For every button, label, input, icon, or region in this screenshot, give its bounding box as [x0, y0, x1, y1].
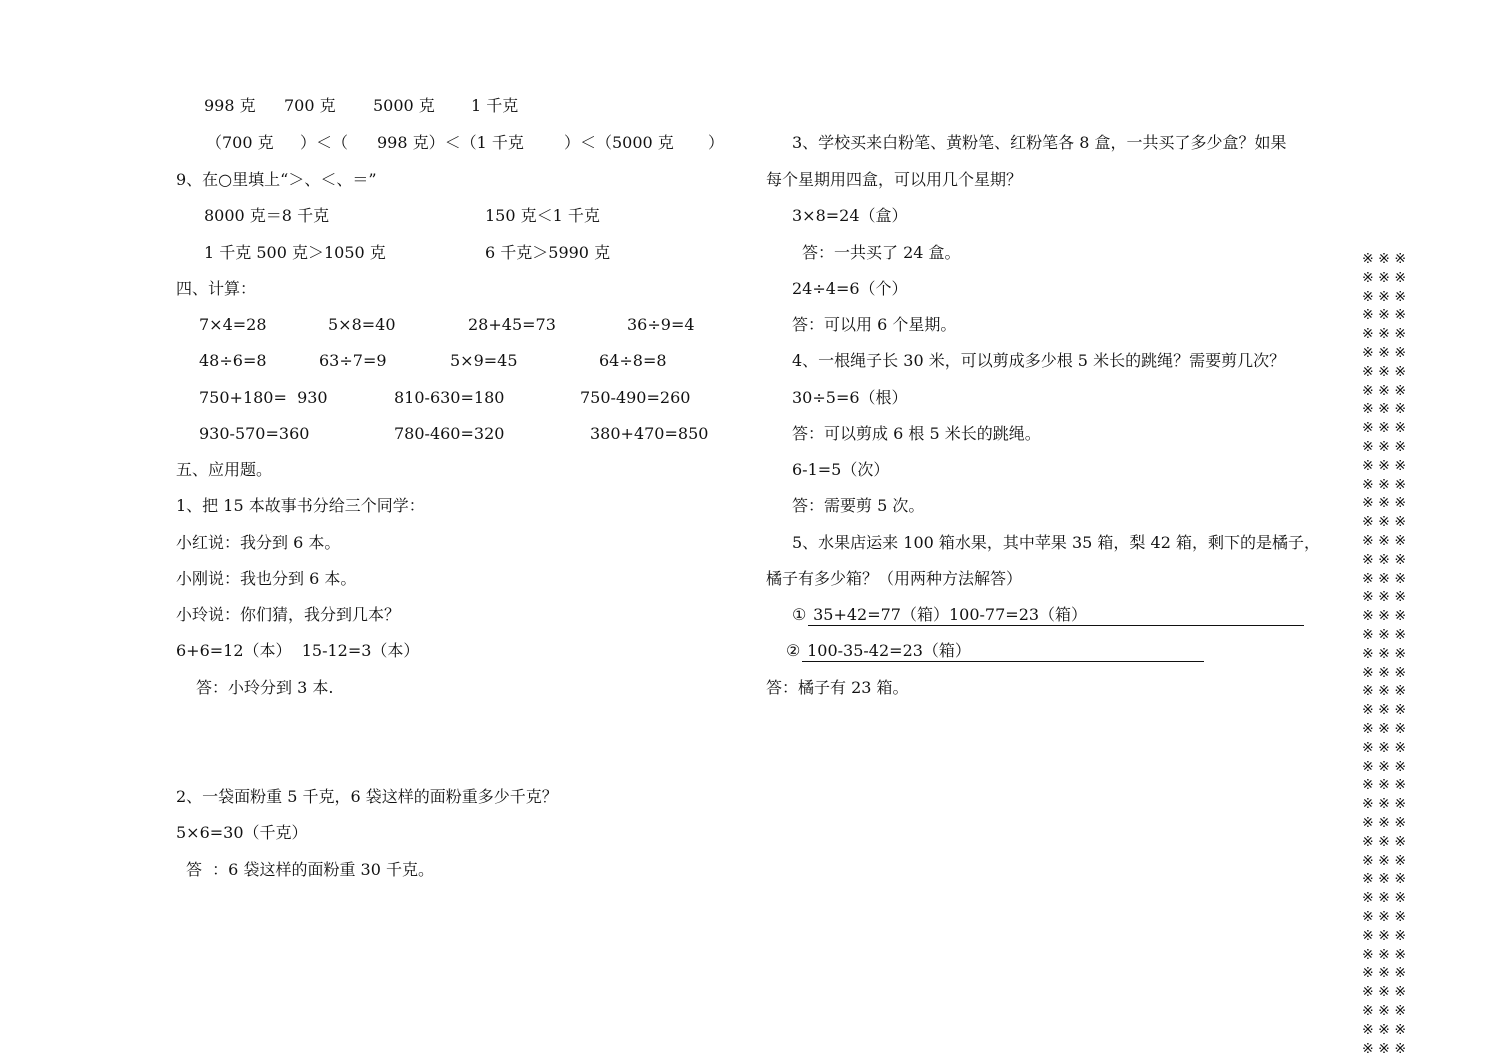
border-row: ※ ※ ※ [1362, 758, 1407, 775]
method-2-mark: ② [786, 641, 801, 660]
calc-item: 380+470=850 [590, 424, 709, 443]
border-row: ※ ※ ※ [1362, 439, 1407, 455]
method-1-answer-line [808, 605, 1304, 626]
problem-4-calc: 30÷5=6（根） [792, 388, 908, 407]
border-row: ※ ※ ※ [1362, 382, 1407, 399]
calc-item: 750+180= 930 [199, 388, 328, 407]
decorative-border-strip [1362, 250, 1442, 1057]
border-row: ※ ※ ※ [1362, 852, 1407, 869]
border-row: ※ ※ ※ [1362, 890, 1407, 907]
calc-item: 5×9=45 [450, 351, 518, 370]
border-row: ※ ※ ※ [1362, 420, 1407, 437]
border-row: ※ ※ ※ [1362, 363, 1407, 380]
border-row: ※ ※ ※ [1362, 457, 1407, 474]
border-row: ※ ※ ※ [1362, 627, 1407, 643]
calc-item: 63÷7=9 [319, 351, 387, 370]
border-row: ※ ※ ※ [1362, 909, 1407, 925]
problem-1-line: 小刚说：我也分到 6 本。 [176, 569, 357, 588]
problem-1-question: 1、把 15 本故事书分给三个同学： [176, 496, 425, 515]
border-row: ※ ※ ※ [1362, 1021, 1407, 1038]
problem-5-question: 橘子有多少箱？（用两种方法解答） [766, 569, 1023, 588]
calc-item: 48÷6=8 [199, 351, 267, 370]
border-row: ※ ※ ※ [1362, 984, 1407, 1001]
method-1-mark: ① [792, 605, 807, 624]
section-5-title: 五、应用题。 [176, 460, 273, 479]
problem-4-question: 4、一根绳子长 30 米，可以剪成多少根 5 米长的跳绳？需要剪几次？ [792, 351, 1286, 370]
problem-3-answer: 答：可以用 6 个星期。 [792, 315, 957, 334]
section-4-title: 四、计算： [176, 279, 257, 298]
problem-3-calc: 24÷4=6（个） [792, 279, 908, 298]
calc-item: 810-630=180 [394, 388, 505, 407]
order-part: ）＜（ [300, 133, 349, 152]
border-row: ※ ※ ※ [1362, 551, 1407, 568]
compare-item: 150 克＜1 千克 [485, 206, 600, 225]
problem-5-answer: 答：橘子有 23 箱。 [766, 678, 909, 697]
border-row: ※ ※ ※ [1362, 476, 1407, 493]
border-row: ※ ※ ※ [1362, 683, 1407, 700]
border-row: ※ ※ ※ [1362, 702, 1407, 719]
calc-item: 64÷8=8 [599, 351, 667, 370]
border-row: ※ ※ ※ [1362, 345, 1407, 361]
border-row: ※ ※ ※ [1362, 815, 1407, 831]
problem-1-calc: 6+6=12（本） 15-12=3（本） [176, 641, 420, 660]
problem-2-calc: 5×6=30（千克） [176, 823, 308, 842]
method-1-answer: 35+42=77（箱）100-77=23（箱） [808, 605, 1088, 624]
border-row: ※ ※ ※ [1362, 721, 1407, 737]
weight-item: 5000 克 [373, 96, 435, 115]
border-row: ※ ※ ※ [1362, 608, 1407, 625]
border-row: ※ ※ ※ [1362, 833, 1407, 850]
weight-item: 1 千克 [471, 96, 519, 115]
order-part: ）＜（5000 克 [564, 133, 674, 152]
border-row: ※ ※ ※ [1362, 1040, 1407, 1057]
compare-item: 6 千克＞5990 克 [485, 243, 611, 262]
problem-1-answer: 答：小玲分到 3 本. [196, 678, 334, 697]
border-row: ※ ※ ※ [1362, 796, 1407, 813]
problem-4-calc: 6-1=5（次） [792, 460, 890, 479]
border-row: ※ ※ ※ [1362, 946, 1407, 963]
calc-item: 750-490=260 [580, 388, 691, 407]
border-row: ※ ※ ※ [1362, 401, 1407, 418]
calc-item: 930-570=360 [199, 424, 310, 443]
weight-item: 998 克 [204, 96, 256, 115]
problem-3-calc: 3×8=24（盒） [792, 206, 908, 225]
compare-item: 1 千克 500 克＞1050 克 [204, 243, 386, 262]
border-row: ※ ※ ※ [1362, 739, 1407, 756]
problem-2-question: 2、一袋面粉重 5 千克，6 袋这样的面粉重多少千克？ [176, 787, 558, 806]
border-row: ※ ※ ※ [1362, 927, 1407, 944]
order-part: ） [708, 133, 725, 152]
border-row: ※ ※ ※ [1362, 570, 1407, 587]
border-row: ※ ※ ※ [1362, 777, 1407, 794]
border-row: ※ ※ ※ [1362, 589, 1407, 606]
border-row: ※ ※ ※ [1362, 307, 1407, 324]
calc-item: 5×8=40 [328, 315, 396, 334]
problem-1-line: 小玲说：你们猜，我分到几本？ [176, 605, 401, 624]
problem-4-answer: 答：需要剪 5 次。 [792, 496, 925, 515]
border-row: ※ ※ ※ [1362, 288, 1407, 305]
border-row: ※ ※ ※ [1362, 533, 1407, 549]
border-row: ※ ※ ※ [1362, 326, 1407, 343]
problem-1-line: 小红说：我分到 6 本。 [176, 533, 341, 552]
weight-item: 700 克 [284, 96, 336, 115]
method-2-answer-line [802, 641, 1204, 662]
question-9-title: 9、在○里填上“＞、＜、＝” [176, 170, 377, 189]
border-row: ※ ※ ※ [1362, 664, 1407, 681]
problem-5-question: 5、水果店运来 100 箱水果，其中苹果 35 箱，梨 42 箱，剩下的是橘子， [792, 533, 1320, 552]
calc-item: 7×4=28 [199, 315, 267, 334]
calc-item: 36÷9=4 [627, 315, 695, 334]
method-2-answer: 100-35-42=23（箱） [802, 641, 971, 660]
border-row: ※ ※ ※ [1362, 251, 1407, 267]
order-part: （700 克 [206, 133, 274, 152]
border-row: ※ ※ ※ [1362, 1003, 1407, 1019]
calc-item: 780-460=320 [394, 424, 505, 443]
problem-4-answer: 答：可以剪成 6 根 5 米长的跳绳。 [792, 424, 1041, 443]
problem-3-question: 3、学校买来白粉笔、黄粉笔、红粉笔各 8 盒，一共买了多少盒？如果 [792, 133, 1287, 152]
compare-item: 8000 克＝8 千克 [204, 206, 330, 225]
border-row: ※ ※ ※ [1362, 269, 1407, 286]
problem-3-question: 每个星期用四盒，可以用几个星期？ [766, 170, 1023, 189]
problem-2-answer: 答 ：6 袋这样的面粉重 30 千克。 [186, 860, 434, 879]
order-part: 998 克）＜（1 千克 [377, 133, 524, 152]
problem-3-answer: 答：一共买了 24 盒。 [802, 243, 961, 262]
border-row: ※ ※ ※ [1362, 514, 1407, 531]
border-row: ※ ※ ※ [1362, 965, 1407, 982]
border-row: ※ ※ ※ [1362, 871, 1407, 888]
border-row: ※ ※ ※ [1362, 495, 1407, 512]
calc-item: 28+45=73 [468, 315, 556, 334]
border-row: ※ ※ ※ [1362, 645, 1407, 662]
